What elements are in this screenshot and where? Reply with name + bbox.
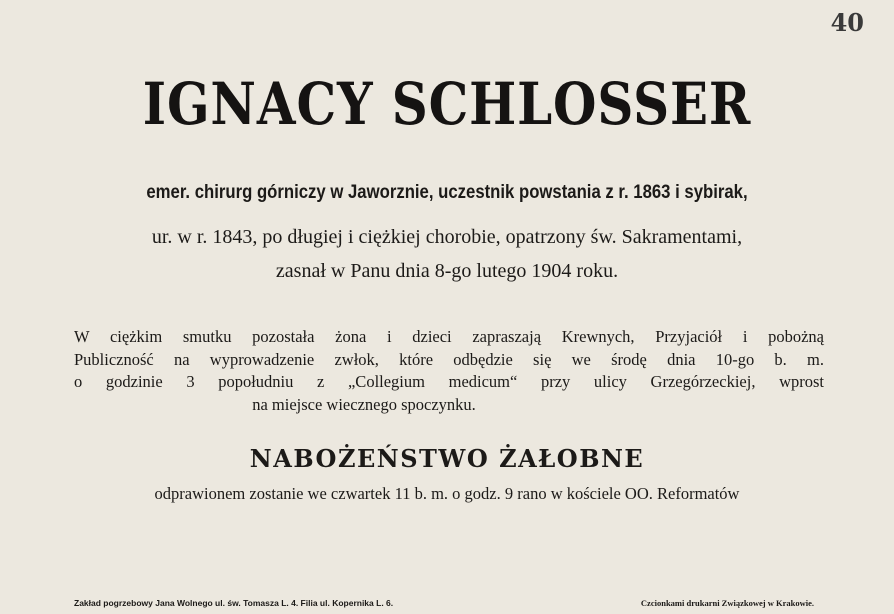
funeral-notice [74,326,824,416]
page-number: 40 [830,8,864,37]
service-text: odprawionem zostanie we czwartek 11 b. m. o godz. 9 rano w kościele OO. Reformatów [154,484,740,503]
notice-line: W ciężkim smutku pozostała żona i dzieci zapraszają Krewnych, Przyjaciół i pobożną [74,327,824,346]
notice-line: Publiczność na wyprowadzenie zwłok, które odbędzie się we środę dnia 10-go b. m. [74,349,824,369]
death-line: zasnał w Panu dnia 8-go lutego 1904 roku. [275,260,619,282]
footer-funeral-home: Zakład pogrzebowy Jana Wolnego ul. św. Tomasza L. 4. Filia ul. Kopernika L. 6. [74,598,394,608]
birth-line: ur. w r. 1843, po długiej i ciężkiej chorobie, opatrzony św. Sakramentami, [151,226,743,248]
footer-printer: Czcionkami drukarni Związkowej w Krakowie. [640,598,814,608]
notice-line: na miejsce wiecznego spoczynku. [252,394,476,414]
notice-line: o godzinie 3 popołudniu z „Collegium medicum“ przy ulicy Grzegórzeckiej, wprost [74,372,824,391]
service-title: NABOŻEŃSTWO ŻAŁOBNE [249,444,645,473]
deceased-description: emer. chirurg górniczy w Jaworznie, uczestnik powstania z r. 1863 i sybirak, [146,182,748,203]
deceased-name: IGNACY SCHLOSSER [142,70,752,138]
